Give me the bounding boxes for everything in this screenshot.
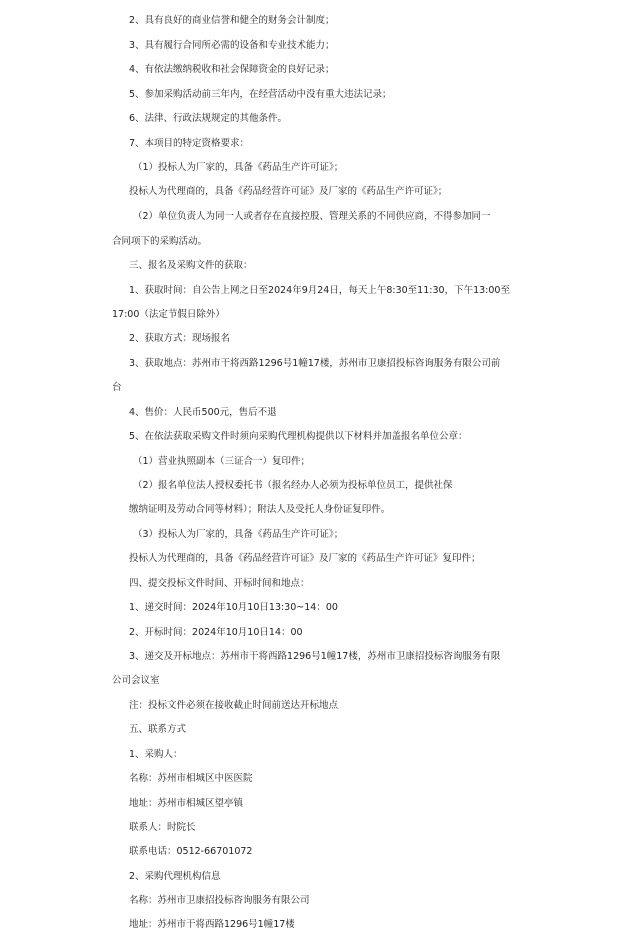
special-req-1: （1）投标人为厂家的，具备《药品生产许可证》； <box>133 162 344 173</box>
submit-time: 1、递交时间：2024年10月10日13:30~14：00 <box>129 602 338 613</box>
purchaser-heading: 1、采购人： <box>129 749 183 760</box>
acquire-location: 3、获取地点：苏州市干将西路1296号1幢17楼，苏州市卫康招投标咨询服务有限公司前 <box>129 358 501 369</box>
note: 注：投标文件必须在接收截止时间前送达开标地点 <box>129 700 339 711</box>
price: 4、售价：人民币500元，售后不退 <box>129 407 277 418</box>
qualification-item-2: 2、具有良好的商业信誉和健全的财务会计制度； <box>129 15 335 26</box>
material-2: （2）报名单位法人授权委托书（报名经办人必须为投标单位员工，提供社保 <box>133 480 453 491</box>
qualification-item-6: 6、法律、行政法规规定的其他条件。 <box>129 113 288 124</box>
acquire-method: 2、获取方式：现场报名 <box>129 333 231 344</box>
special-req-1-agent: 投标人为代理商的，具备《药品经营许可证》及厂家的《药品生产许可证》； <box>129 186 448 197</box>
material-1: （1）营业执照副本（三证合一）复印件； <box>133 456 311 467</box>
section-heading-5: 五、联系方式 <box>129 724 187 735</box>
special-req-2: （2）单位负责人为同一人或者存在直接控股、管理关系的不同供应商，不得参加同一 <box>133 211 491 222</box>
purchaser-name: 名称：苏州市相城区中医医院 <box>129 773 253 784</box>
agency-name: 名称：苏州市卫康招投标咨询服务有限公司 <box>129 895 310 906</box>
submit-location: 3、递交及开标地点：苏州市干将西路1296号1幢17楼，苏州市卫康招投标咨询服务有限 <box>129 651 501 662</box>
acquire-time-cont: 17:00（法定节假日除外） <box>112 309 225 320</box>
purchaser-phone: 联系电话：0512-66701072 <box>129 846 253 857</box>
special-req-2-cont: 合同项下的采购活动。 <box>112 236 208 247</box>
material-3-agent: 投标人为代理商的，具备《药品经营许可证》及厂家的《药品生产许可证》复印件； <box>129 553 481 564</box>
material-2-cont: 缴纳证明及劳动合同等材料）；附法人及受托人身份证复印件。 <box>129 504 391 515</box>
material-3: （3）投标人为厂家的，具备《药品生产许可证》； <box>133 529 344 540</box>
qualification-item-5: 5、参加采购活动前三年内，在经营活动中没有重大违法记录； <box>129 89 392 100</box>
materials-intro: 5、在依法获取采购文件时须向采购代理机构提供以下材料并加盖报名单位公章： <box>129 431 468 442</box>
qualification-item-4: 4、有依法缴纳税收和社会保障资金的良好记录； <box>129 64 335 75</box>
agency-heading: 2、采购代理机构信息 <box>129 871 221 882</box>
opening-time: 2、开标时间：2024年10月10日14：00 <box>129 627 303 638</box>
acquire-time: 1、获取时间：自公告上网之日至2024年9月24日，每天上午8:30至11:30，下午13:00至 <box>129 285 510 296</box>
submit-location-cont: 公司会议室 <box>112 675 160 686</box>
acquire-location-cont: 台 <box>112 382 122 393</box>
qualification-item-3: 3、具有履行合同所必需的设备和专业技术能力； <box>129 40 335 51</box>
agency-address: 地址：苏州市干将西路1296号1幢17楼 <box>129 919 295 930</box>
purchaser-contact: 联系人：时院长 <box>129 822 196 833</box>
purchaser-address: 地址：苏州市相城区望亭镇 <box>129 798 244 809</box>
qualification-item-7: 7、本项目的特定资格要求： <box>129 138 250 149</box>
section-heading-4: 四、提交投标文件时间、开标时间和地点： <box>129 578 310 589</box>
section-heading-3: 三、报名及采购文件的获取： <box>129 260 253 271</box>
